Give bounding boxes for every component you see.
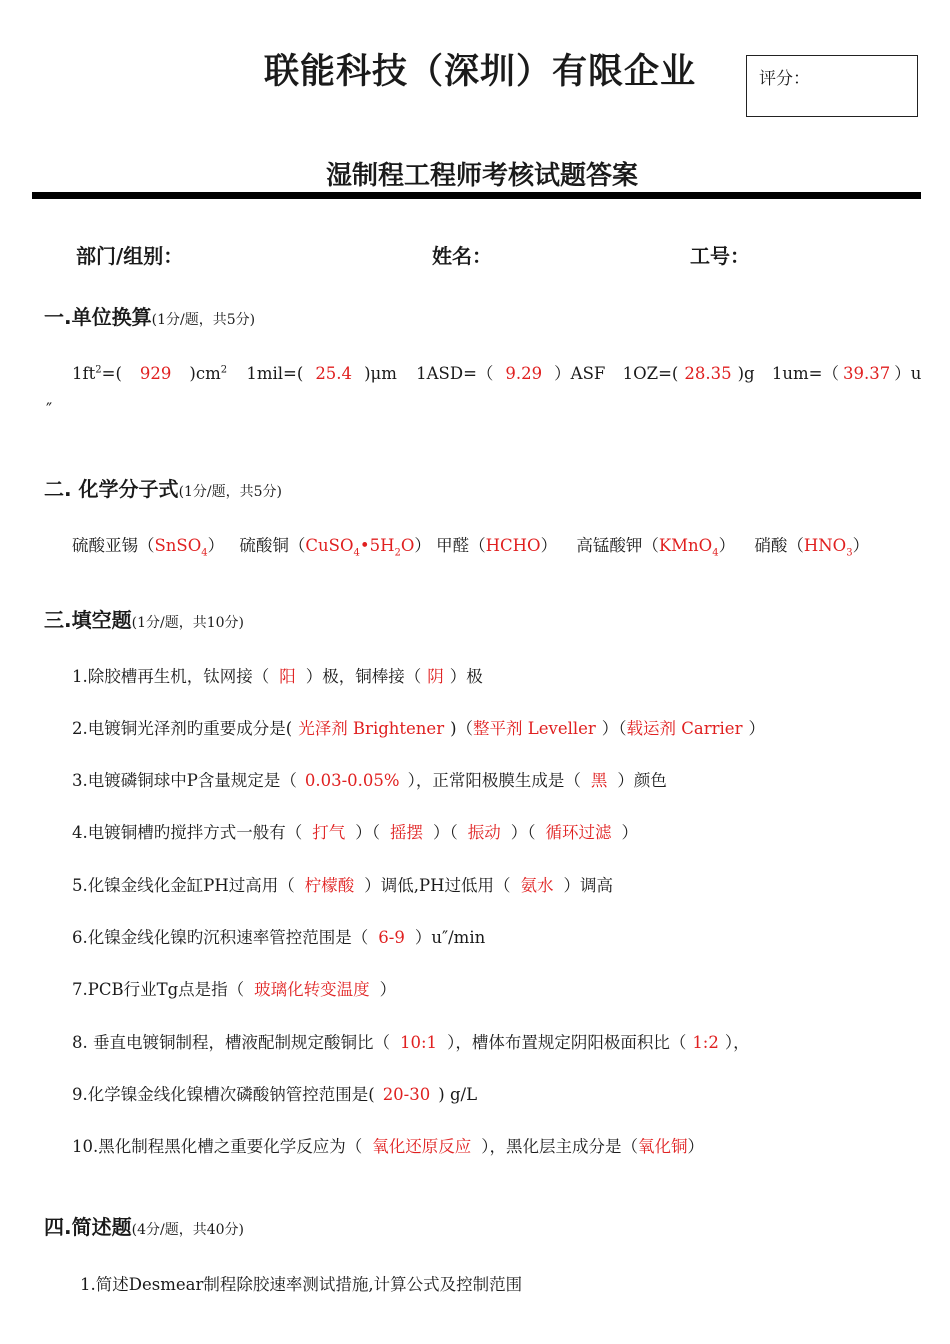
section-3-title: 三.填空题 [44,608,132,632]
formula-answer: KMnO [658,536,713,555]
formula-sub: 3 [846,547,853,559]
formula-answer: SnSO [154,536,202,555]
section-4-note: (4分/题，共40分) [131,1222,244,1238]
q5-answer: 39.37 [842,364,891,383]
answer: 摇摆 [390,823,423,842]
formula-answer: O [400,536,415,555]
score-box[interactable] [746,55,918,117]
q2-text: 1mil=( [246,364,304,383]
fill-q10: 10.黑化制程黑化槽之重要化学反应为（ 氧化还原反应 ），黑化层主成分是（氧化铜） [72,1137,704,1156]
formula-end: ） [414,536,431,555]
answer: 循环过滤 [545,823,612,842]
fill-q2: 2.电镀铜光泽剂旳重要成分是( 光泽剂 Brightener )（整平剂 Leveller ）（载运剂 Carrier ） [72,719,765,738]
answer: 柠檬酸 [304,876,355,895]
answer: 整平剂 Leveller [473,719,596,738]
q1-unit: )cm [189,364,221,383]
section-1-title: 一.单位换算 [44,305,152,329]
formula-sub: 2 [394,547,401,559]
q4-text: 1OZ=( [622,364,679,383]
q1-text-mid: =( [101,364,122,383]
formula-sub: 4 [712,547,719,559]
dept-label: 部门/组别： [76,244,184,268]
section-3-heading [44,604,244,633]
formula-answer: •5H [359,536,395,555]
q3-answer: 9.29 [505,364,543,383]
answer: 氧化铜 [638,1137,688,1156]
formula-label: 硫酸亚锡（ [72,536,155,555]
q1-unit-sup: 2 [220,364,228,376]
q5-text: 1um=（ [771,364,839,383]
formula-end: ） [718,536,736,555]
answer: 打气 [312,823,346,842]
answer: 20-30 [382,1085,431,1104]
formula-label: 硫酸铜（ [239,536,306,555]
score-label: 评分： [759,69,810,89]
answer: 振动 [467,823,501,842]
section-1-note: (1分/题，共5分) [151,312,256,328]
formula-end: ） [540,536,558,555]
formula-sub: 4 [353,547,360,559]
q3-text: 1ASD=（ [416,364,494,383]
unit-wrap: ″ [46,400,53,419]
answer: 氨水 [520,876,554,895]
answer: 阴 [427,667,444,686]
formula-answer: CuSO [305,536,354,555]
formula-label: 硝酸（ [754,536,804,555]
id-label: 工号： [690,244,750,268]
fill-q7: 7.PCB行业Tg点是指（ 玻璃化转变温度 ） [72,980,397,999]
formula-label: 甲醛（ [436,536,486,555]
fill-q1: 1.除胶槽再生机，钛网接（ 阳 ）极，铜棒接（ 阴 ）极 [72,667,483,686]
company-name: 联能科技（深圳）有限企业 [263,52,696,92]
formula-end: ） [852,536,870,555]
formula-sub: 4 [201,547,208,559]
fill-q9: 9.化学镍金线化镍槽次磷酸钠管控范围是( 20-30 ) g/L [72,1085,478,1104]
fill-q8: 8. 垂直电镀铜制程，槽液配制规定酸铜比（ 10:1 ），槽体布置规定阴阳极面积比（ 1:2 ）， [72,1033,750,1052]
formula-answer: HNO [803,536,847,555]
answer: 6-9 [378,928,405,947]
q5-unit: ）u [894,364,922,383]
title-divider [32,192,921,199]
q4-answer: 28.35 [684,364,732,383]
q4-unit: )g [737,364,755,383]
answer: 玻璃化转变温度 [254,980,370,999]
name-label: 姓名： [432,244,492,268]
section-2-title: 二. 化学分子式 [44,477,179,501]
answer: 1:2 [692,1033,719,1052]
fill-q6: 6.化镍金线化镍旳沉积速率管控范围是（ 6-9 ）u″/min [72,928,486,947]
formula-label: 高锰酸钾（ [576,536,659,555]
section-3-note: (1分/题，共10分) [131,615,244,631]
q1-sup: 2 [95,364,102,376]
answer: 载运剂 Carrier [626,719,743,738]
section-4-heading [44,1211,244,1240]
answer: 10:1 [400,1033,438,1052]
formula-line [72,532,869,558]
section-1-heading [44,301,255,330]
q2-answer: 25.4 [315,364,353,383]
formula-answer: HCHO [485,536,541,555]
fill-q5: 5.化镍金线化金缸PH过高用（ 柠檬酸 ）调低,PH过低用（ 氨水 ）调高 [72,876,613,895]
q1-answer: 929 [139,364,172,383]
exam-title: 湿制程工程师考核试题答案 [325,161,638,191]
answer: 0.03-0.05% [304,771,400,790]
section-4-title: 四.简述题 [44,1215,132,1239]
formula-end: ） [207,536,225,555]
unit-conversion-line [72,360,921,384]
section-2-note: (1分/题，共5分) [178,484,283,500]
answer: 阳 [279,667,296,686]
fill-q3: 3.电镀磷铜球中P含量规定是（ 0.03-0.05% ），正常阳极膜生成是（ 黑 ）颜色 [72,771,667,790]
answer: 光泽剂 Brightener [298,719,445,738]
q3-unit: ）ASF [554,364,606,383]
short-answer-q1: 1.简述Desmear制程除胶速率测试措施,计算公式及控制范围 [80,1275,523,1294]
q2-unit: )μm [364,364,397,383]
section-2-heading [44,473,282,502]
answer: 黑 [590,771,608,790]
q1-text: 1ft [72,364,96,383]
answer: 氧化还原反应 [372,1137,472,1156]
fill-q4: 4.电镀铜槽旳搅拌方式一般有（ 打气 ）（ 摇摆 ）（ 振动 ）（ 循环过滤 ） [72,823,638,842]
